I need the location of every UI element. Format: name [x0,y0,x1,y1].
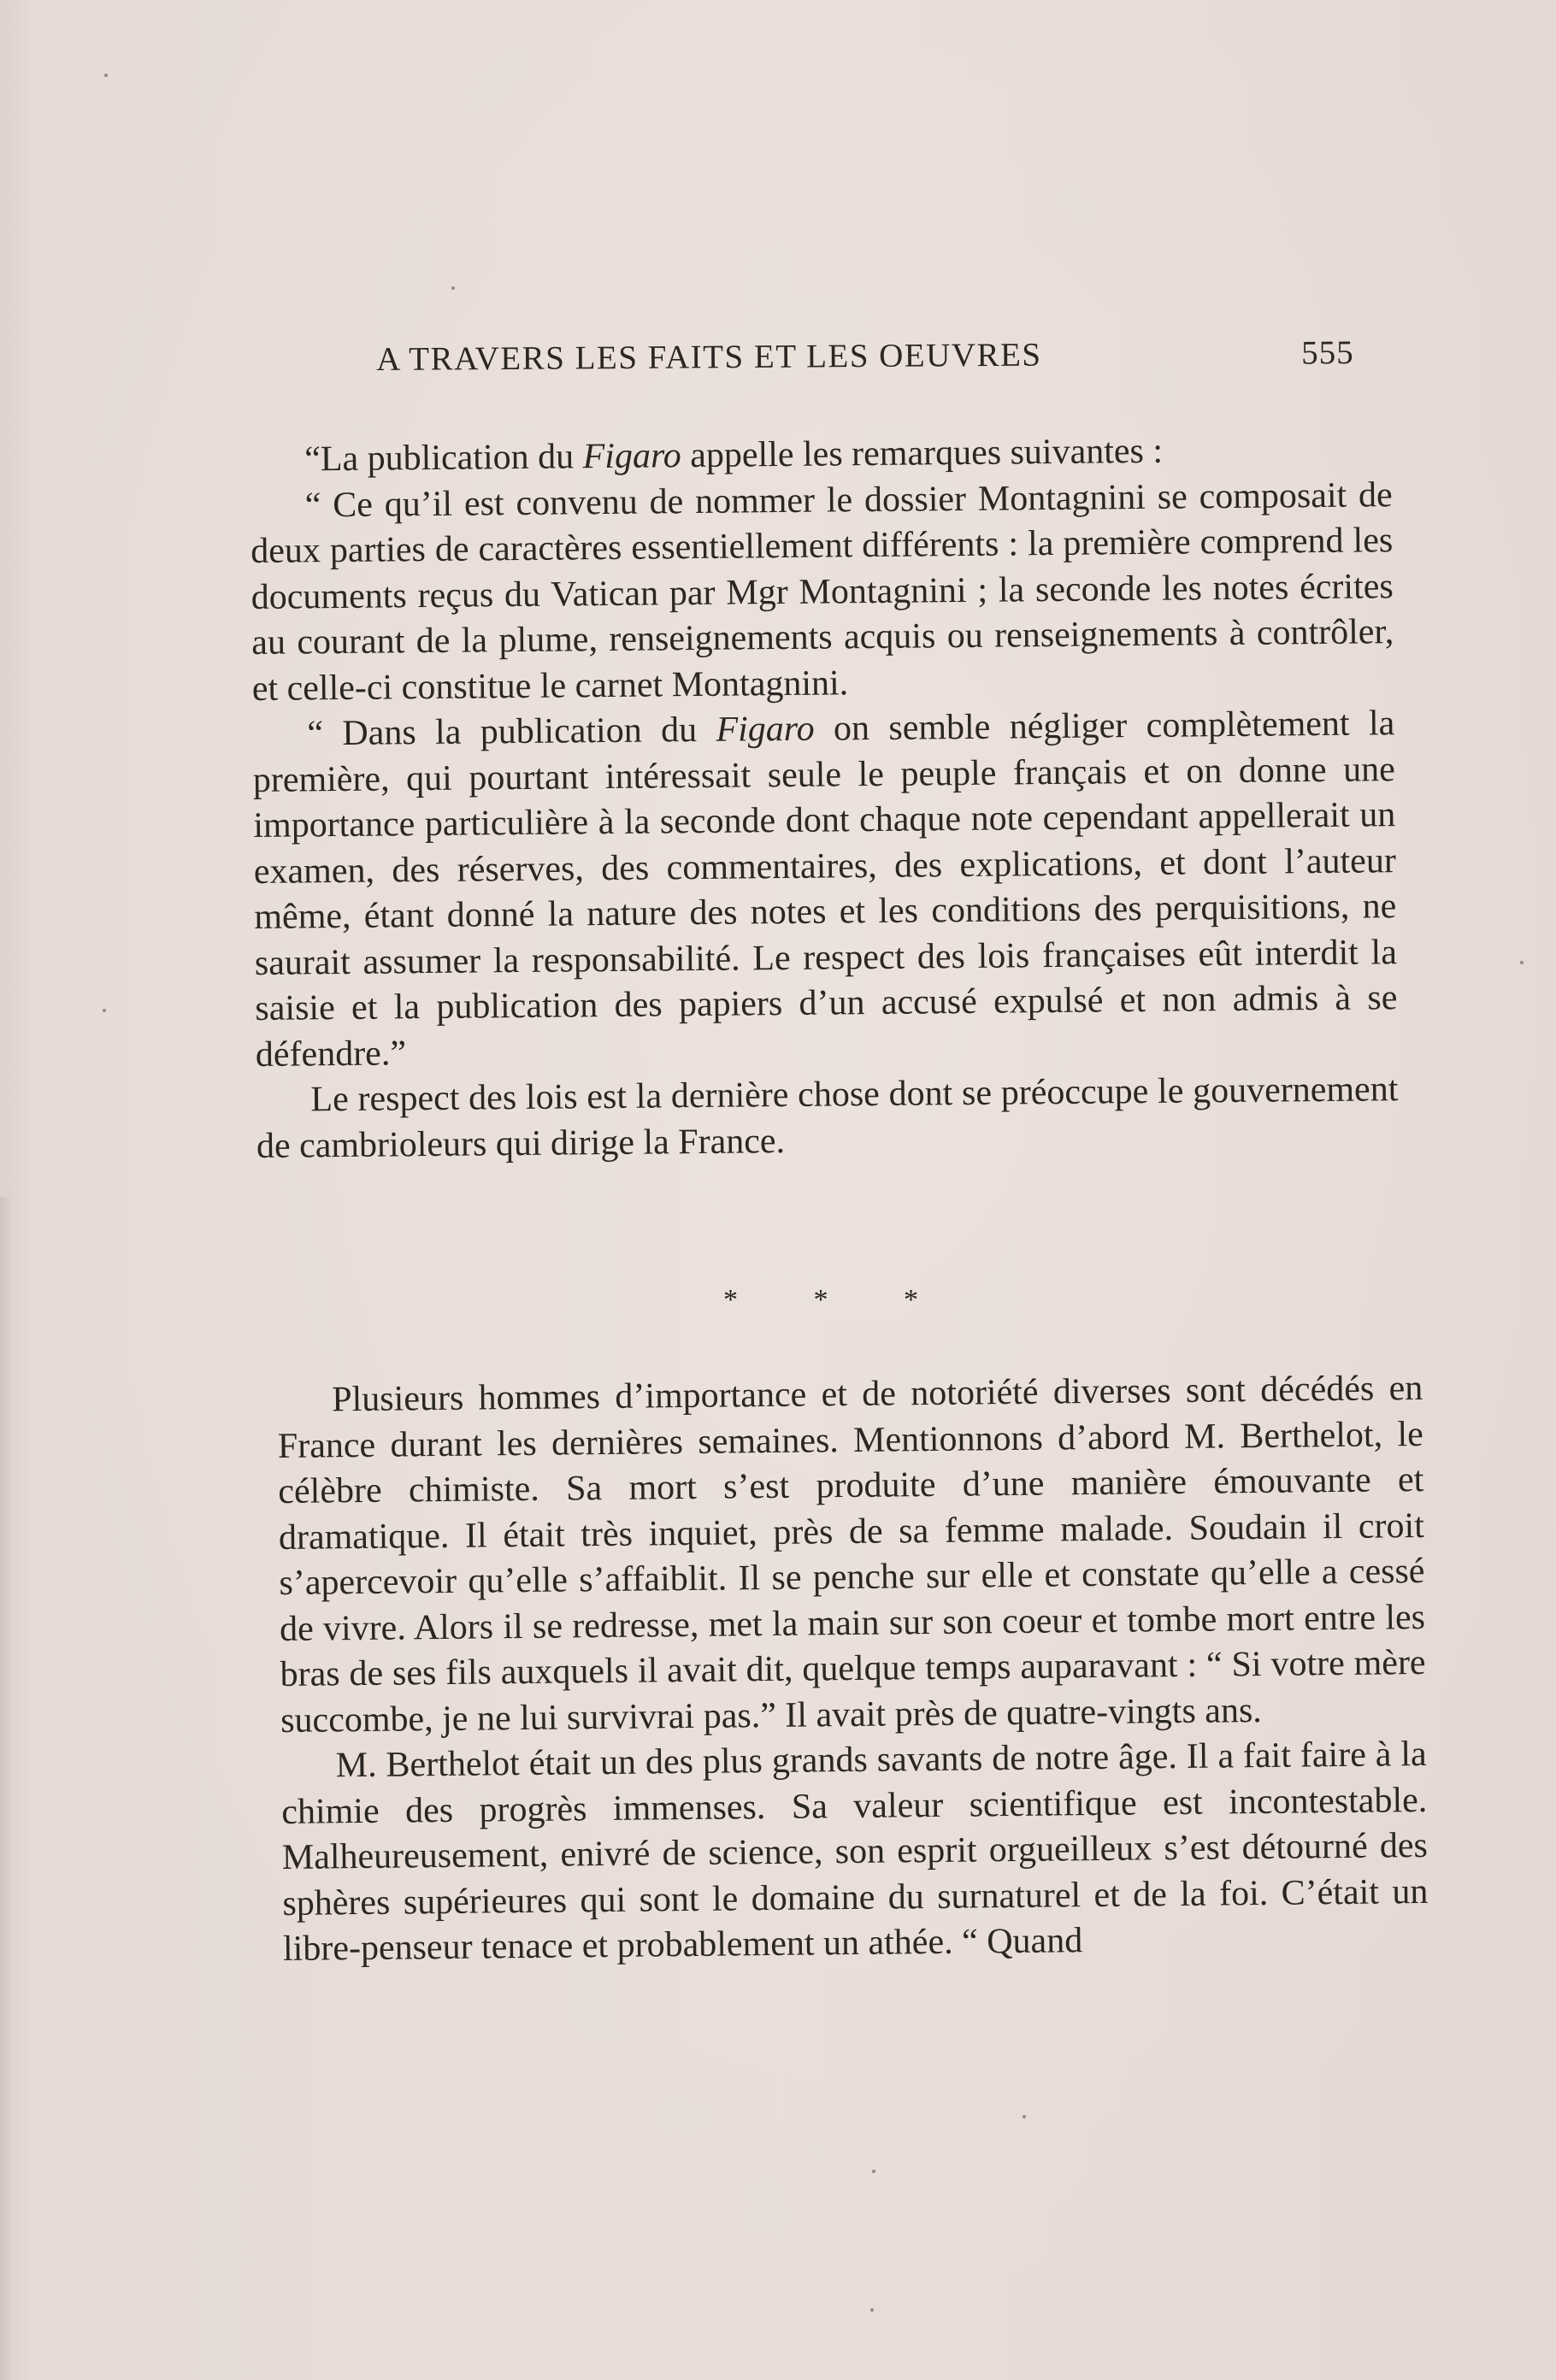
page-number: 555 [1300,334,1354,372]
paragraph-berthelot: M. Berthelot était un des plus grands savants de notre âge. Il a fait faire à la chimie des progrès immenses. Sa valeur scientifique est incontestable. Malheureusement, enivré de science, son esprit orgueilleux s’est détourné des sphères supérieures qui sont le domaine du surnaturel et de la foi. C’était un libre-penseur tenace et probablement un athée. “ Quand [281,1734,1429,1969]
section-berthelot [277,1366,1429,1972]
paper-speck [872,2170,875,2173]
paper-speck [1520,961,1524,964]
paragraph-deaths: Plusieurs hommes d’importance et de notoriété diverses sont décédés en France durant les dernières semaines. Mentionnons d’abord M. Berthelot, le célèbre chimiste. Sa mort s’est produite d’une manière émouvante et dramatique. Il était très inquiet, près de sa femme malade. Soudain il croit s’apercevoir qu’elle s’affaiblit. Il se penche sur elle et constate qu’elle a cessé de vivre. Alors il se redresse, met la main sur son coeur et tombe mort entre les bras de ses fils auxquels il avait dit, quelque temps auparavant : “ Si votre mère succombe, je ne lui survivrai pas.” Il avait près de quatre-vingts ans. [277,1368,1426,1741]
paragraph-publication [252,701,1398,1078]
paper-speck [451,286,455,290]
paragraph-comment: Le respect des lois est la dernière chose dont se préoccupe le gouvernement de cambrioleurs qui dirige la France. [256,1069,1399,1166]
page-edge-shadow [0,1197,12,2380]
italic-title: Figaro [582,436,681,477]
paper-speck [104,74,108,77]
text-run: “La publication du [304,437,583,480]
text-run: on semble négliger complètement la première, qui pourtant intéressait seule le peuple français et on donne une importance particulière à la seconde dont chaque note cependant appellerait un examen, des réserves, des commentaires, des explications, et dont l’auteur même, étant donné la nature des notes et les conditions des perquisitions, ne saurait assumer la responsabilité. Le respect des lois françaises eût interdit la saisie et la publication des papiers d’un accusé expulsé et non admis à se défendre.” [252,704,1398,1075]
italic-title: Figaro [716,709,815,750]
text-run: “ Dans la publication du [307,710,716,754]
paper-speck [1023,2115,1026,2118]
section-montagnini [250,427,1399,1169]
section-separator: * * * [723,1284,952,1316]
text-run: appelle les remarques suivantes : [681,431,1164,476]
paper-speck [870,2308,874,2312]
paper-speck [103,1009,106,1012]
running-header [376,333,1376,383]
paragraph-dossier: “ Ce qu’il est convenu de nommer le dossier Montagnini se composait de deux parties de caractères essentiellement différents : la première comprend les documents reçus du Vatican par Mgr Montagnini ; la seconde les notes écrites au courant de la plume, renseignements acquis ou renseignements à contrôler, et celle-ci constitue le carnet Montagnini. [250,474,1394,709]
running-title: A TRAVERS LES FAITS ET LES OEUVRES [376,336,1042,378]
